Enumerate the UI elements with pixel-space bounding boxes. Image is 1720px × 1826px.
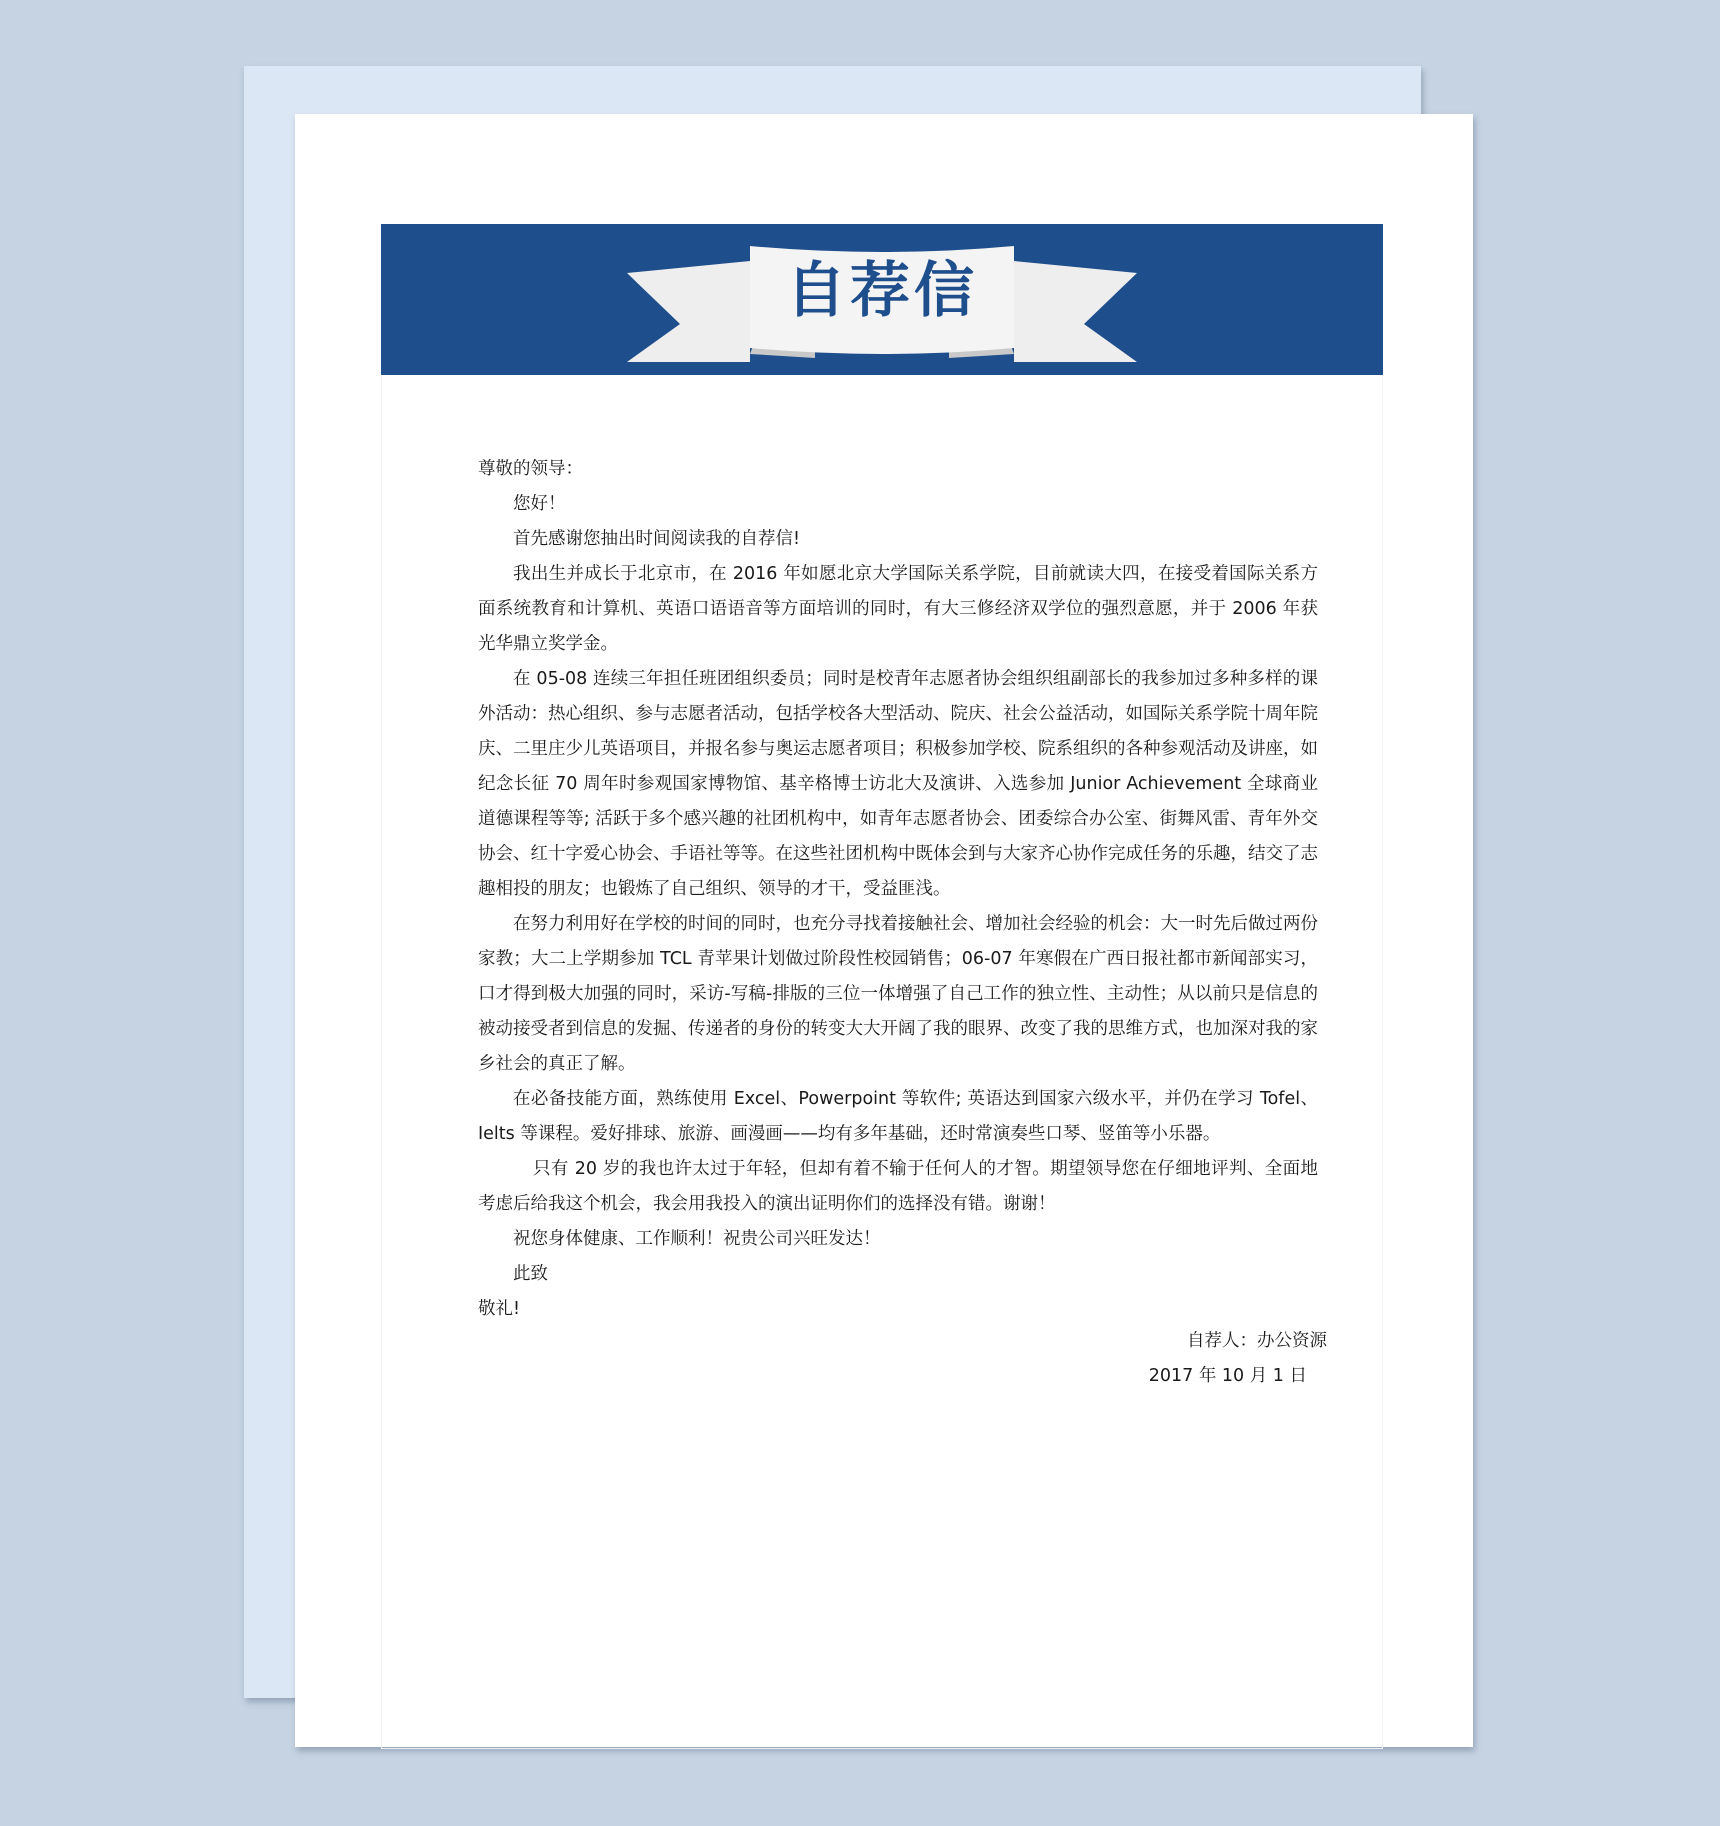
signer-line: 自荐人：办公资源 — [1187, 1331, 1327, 1351]
paragraph-skills: 在必备技能方面，熟练使用 Excel、Powerpoint 等软件; 英语达到国家六级水平，并仍在学习 Tofel、Ielts 等课程。爱好排球、旅游、画漫画——均有多年基础，还时常演奏些口琴、竖笛等小乐器。 — [478, 1089, 1318, 1144]
paragraph-request: 只有 20 岁的我也许太过于年轻，但却有着不输于任何人的才智。期望领导您在仔细地评判、全面地考虑后给我这个机会，我会用我投入的演出证明你们的选择没有错。谢谢！ — [478, 1159, 1318, 1214]
paragraph-experience: 在努力利用好在学校的时间的同时，也充分寻找着接触社会、增加社会经验的机会：大一时先后做过两份家教；大二上学期参加 TCL 青苹果计划做过阶段性校园销售；06-07 年寒假在广西日报社都市新闻部实习，口才得到极大加强的同时，采访-写稿-排版的三位一体增强了自己工作的独立性、主动性；从以前只是信息的被动接受者到信息的发掘、传递者的身份的转变大大开阔了我的眼界、改变了我的思维方式，也加深对我的家乡社会的真正了解。 — [478, 914, 1318, 1074]
header-banner — [381, 224, 1383, 375]
letter-body — [478, 452, 1318, 1327]
paragraph-background: 我出生并成长于北京市，在 2016 年如愿北京大学国际关系学院，目前就读大四，在接受着国际关系方面系统教育和计算机、英语口语语音等方面培训的同时，有大三修经济双学位的强烈意愿，并于 2006 年获光华鼎立奖学金。 — [478, 564, 1318, 654]
paragraph-activities: 在 05-08 连续三年担任班团组织委员；同时是校青年志愿者协会组织组副部长的我参加过多种多样的课外活动：热心组织、参与志愿者活动，包括学校各大型活动、院庆、社会公益活动，如国际关系学院十周年院庆、二里庄少儿英语项目，并报名参与奥运志愿者项目；积极参加学校、院系组织的各种参观活动及讲座，如纪念长征 70 周年时参观国家博物馆、基辛格博士访北大及演讲、入选参加 Junior Achievement 全球商业道德课程等等; 活跃于多个感兴趣的社团机构中，如青年志愿者协会、团委综合办公室、街舞风雷、青年外交协会、红十字爱心协会、手语社等等。在这些社团机构中既体会到与大家齐心协作完成任务的乐趣，结交了志趣相投的朋友；也锻炼了自己组织、领导的才干，受益匪浅。 — [478, 669, 1318, 899]
letter-page — [295, 114, 1473, 1747]
greeting: 您好！ — [513, 494, 566, 514]
paragraph-thanks: 首先感谢您抽出时间阅读我的自荐信! — [513, 529, 801, 549]
letter-date: 2017 年 10 月 1 日 — [1148, 1366, 1307, 1386]
closing-line: 此致 — [513, 1264, 548, 1284]
salutation: 尊敬的领导： — [478, 459, 583, 479]
page-title: 自荐信 — [786, 256, 978, 326]
closing-salute: 敬礼! — [478, 1299, 521, 1319]
paragraph-wishes: 祝您身体健康、工作顺利！祝贵公司兴旺发达！ — [513, 1229, 881, 1249]
